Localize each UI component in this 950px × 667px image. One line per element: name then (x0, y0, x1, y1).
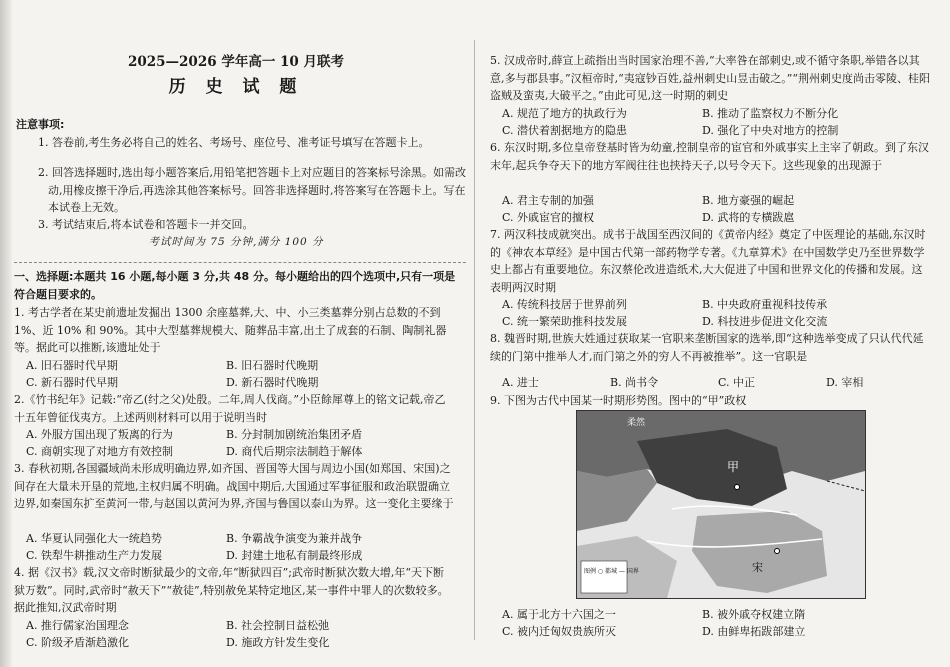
historical-map (576, 410, 866, 599)
left-page (0, 0, 472, 667)
note-item: 2. 回答选择题时,选出每小题答案后,用铅笔把答题卡上对应题目的答案标号涂黑。如需改动,用橡皮擦干净后,再选涂其他答案标号。回答非选择题时,将答案写在答题卡上。写在本试卷上无效。 (38, 166, 466, 214)
option[interactable]: D. 武将的专横跋扈 (702, 211, 795, 224)
right-page (478, 0, 950, 667)
question-stem: 6. 东汉时期,多位皇帝登基时皆为幼童,控制皇帝的宦官和外戚事实上主宰了朝政。到了东汉末年,起兵争夺天下的地方军阀往往也挟持天子,以号令天下。这些现象的出现源于 (490, 141, 929, 172)
map-drawing (577, 411, 865, 598)
exam-title: 2025—2026 学年高一 10 月联考 (127, 54, 345, 70)
map-label-song: 宋 (752, 561, 763, 574)
note-item: 1. 答卷前,考生务必将自己的姓名、考场号、座位号、准考证号填写在答题卡上。 (38, 136, 430, 149)
option[interactable]: D. 新石器时代晚期 (226, 376, 319, 389)
map-label-rouran: 柔然 (627, 418, 646, 428)
question-stem: 5. 汉成帝时,薛宣上疏指出当时国家治理不善,“大率咎在部刺史,或不循守条职,举错各以其意,多与郡县事。”汉桓帝时,“夷寇钞百姓,益州刺史山昱击破之。”“荆州刺史度尚击零陵、桂阳盗贼及蛮夷,大破平之。”由此可见,这一时期的刺史 (490, 54, 930, 102)
option[interactable]: A. 华夏认同强化大一统趋势 (26, 532, 162, 545)
option[interactable]: A. 旧石器时代早期 (26, 359, 118, 372)
capital-marker (775, 549, 780, 554)
option[interactable]: B. 中央政府重视科技传承 (702, 298, 828, 311)
question-stem: 7. 两汉科技成就突出。成书于战国至西汉间的《黄帝内经》奠定了中医理论的基础,东汉时的《神农本草经》是中国古代第一部药物学专著。《九章算术》在中国数学史乃至世界数学史上都占有重要地位。东汉蔡伦改进造纸术,大大促进了中国和世界文化的传播和发展。这表明两汉时期 (490, 228, 926, 294)
question-stem: 1. 考古学者在某史前遗址发掘出 1300 余座墓葬,大、中、小三类墓葬分别占总数的不到 1%、近 10% 和 90%。其中大型墓葬规模大、随葬品丰富,出土了成套的石制、陶制礼器等。据此可以推断,该遗址处于 (14, 306, 447, 354)
option[interactable]: A. 属于北方十六国之一 (502, 608, 616, 621)
exam-time-line: 考试时间为 75 分钟,满分 100 分 (148, 236, 324, 248)
option[interactable]: D. 宰相 (826, 376, 864, 389)
note-item: 3. 考试结束后,将本试卷和答题卡一并交回。 (38, 218, 254, 231)
option[interactable]: A. 传统科技居于世界前列 (502, 298, 627, 311)
option[interactable]: B. 尚书令 (610, 376, 659, 389)
option[interactable]: B. 旧石器时代晚期 (226, 359, 319, 372)
question-stem: 8. 魏晋时期,世族大姓通过获取某一官职来垄断国家的选举,即“这种选举变成了只认代代延续的门第中推举人才,而门第之外的穷人不再被推举”。这一官职是 (490, 332, 924, 363)
option[interactable]: B. 争霸战争演变为兼并战争 (226, 532, 363, 545)
option[interactable]: C. 铁犁牛耕推动生产力发展 (26, 549, 163, 562)
option[interactable]: C. 中正 (718, 376, 756, 389)
option[interactable]: D. 由鲜卑拓跋部建立 (702, 625, 806, 638)
map-legend-box (581, 561, 627, 593)
option[interactable]: C. 外戚宦官的擅权 (502, 211, 595, 224)
option[interactable]: B. 推动了监察权力不断分化 (702, 107, 839, 120)
option[interactable]: D. 强化了中央对地方的控制 (702, 124, 839, 137)
subject-title: 历 史 试 题 (168, 77, 304, 97)
option[interactable]: C. 新石器时代早期 (26, 376, 119, 389)
question-stem: 3. 春秋初期,各国疆域尚未形成明确边界,如齐国、晋国等大国与周边小国(如郑国、宋国)之间存在大量未开垦的荒地,主权归属不明确。战国中期后,大国通过军事征服和政治联盟确立边界,如秦国东扩至黄河一带,与赵国以黄河为界,齐国与鲁国以泰山为界。这一变化主要缘于 (14, 462, 454, 510)
option[interactable]: A. 外服方国出现了叛离的行为 (26, 428, 173, 441)
question-stem: 9. 下图为古代中国某一时期形势图。图中的“甲”政权 (490, 394, 747, 407)
section-divider (14, 262, 466, 263)
question-stem: 4. 据《汉书》载,汉文帝时断狱最少的文帝,年“断狱四百”;武帝时断狱次数大增,年“天下断狱万数”。同时,武帝时“赦天下”“赦徒”,特别赦免某特定地区,某一事件中罪人的次数较多。据此推知,汉武帝时期 (14, 566, 449, 614)
option[interactable]: D. 封建土地私有制最终形成 (226, 549, 363, 562)
section-heading: 一、选择题:本题共 16 小题,每小题 3 分,共 48 分。每小题给出的四个选项中,只有一项是符合题目要求的。 (14, 270, 456, 301)
option[interactable]: B. 分封制加剧统治集团矛盾 (226, 428, 363, 441)
question-stem: 2.《竹书纪年》记载:“帝乙(纣之父)处殷。二年,周人伐商。”小臣餘犀尊上的铭文记载,帝乙十五年曾征伐夷方。上述两则材料可以用于说明当时 (14, 393, 446, 424)
option[interactable]: A. 推行儒家治国理念 (26, 619, 129, 632)
option[interactable]: A. 进士 (502, 376, 539, 389)
option[interactable]: D. 商代后期宗法制趋于解体 (226, 445, 363, 458)
option[interactable]: C. 被内迁匈奴贵族所灭 (502, 625, 617, 638)
option[interactable]: C. 阶级矛盾渐趋激化 (26, 636, 130, 649)
option[interactable]: C. 潜伏着割据地方的隐患 (502, 124, 628, 137)
option[interactable]: B. 社会控制日益松弛 (226, 619, 330, 632)
option[interactable]: A. 规范了地方的执政行为 (502, 107, 627, 120)
capital-marker (735, 485, 740, 490)
column-divider (474, 40, 475, 640)
option[interactable]: C. 商朝实现了对地方有效控制 (26, 445, 174, 458)
map-label-jia: 甲 (727, 460, 740, 474)
map-legend: 图例 ○ 都城 — 国界 (584, 568, 639, 575)
option[interactable]: D. 科技进步促进文化交流 (702, 315, 828, 328)
notes-heading: 注意事项: (16, 118, 65, 131)
option[interactable]: D. 施政方针发生变化 (226, 636, 330, 649)
option[interactable]: A. 君主专制的加强 (502, 194, 594, 207)
option[interactable]: C. 统一繁荣助推科技发展 (502, 315, 628, 328)
option[interactable]: B. 被外戚夺权建立隋 (702, 608, 806, 621)
option[interactable]: B. 地方豪强的崛起 (702, 194, 795, 207)
